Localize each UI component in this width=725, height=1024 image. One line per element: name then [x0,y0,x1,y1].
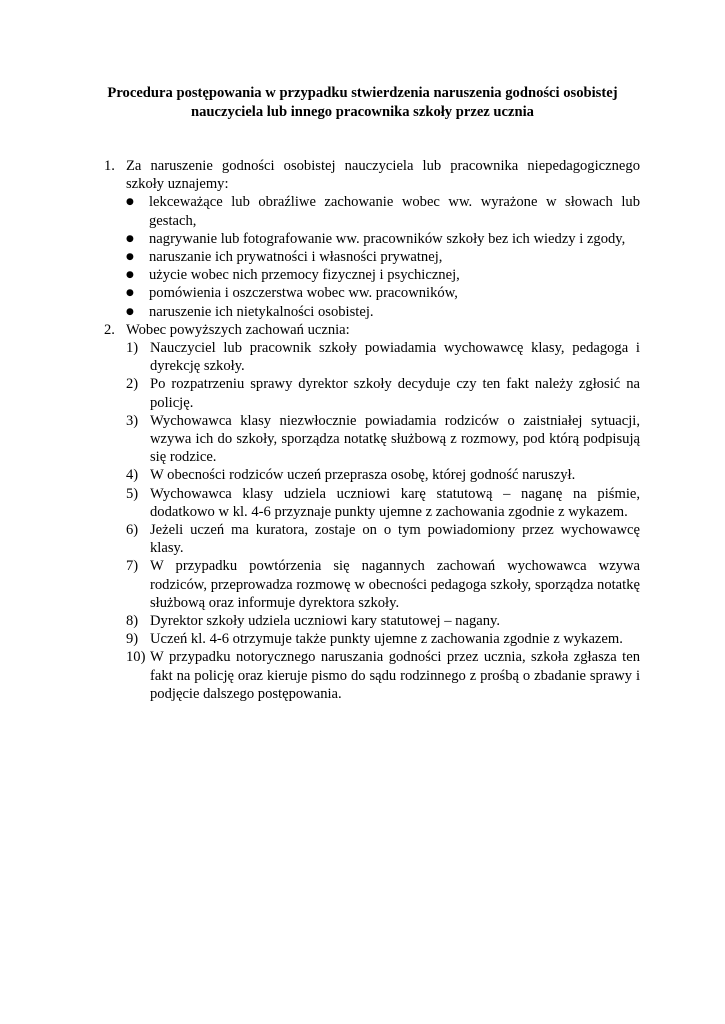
bullet-icon: ● [126,270,134,281]
list-item [126,248,640,266]
list-item-number: 4) [126,467,139,484]
document-body [104,157,640,703]
list-item-text: W obecności rodziców uczeń przeprasza osobę, której godność naruszył. [150,467,576,484]
list-item [126,466,640,484]
list-item-text: Nauczyciel lub pracownik szkoły powiadamia wychowawcę klasy, pedagoga i dyrekcję szkoły. [150,340,640,375]
section-text: Za naruszenie godności osobistej nauczyciela lub pracownika niepedagogicznego szkoły uznajemy: [126,158,640,193]
list-item [126,230,640,248]
document-title [60,84,665,122]
list-item-text: naruszenie ich nietykalności osobistej. [149,303,374,320]
section-number: 1. [104,158,115,174]
list-item [126,521,640,557]
list-item-number: 8) [126,613,139,630]
numbered-list [126,339,640,703]
bullet-icon: ● [126,288,134,299]
list-item-text: naruszanie ich prywatności i własności prywatnej, [149,249,443,266]
list-item-text: W przypadku notorycznego naruszania godności przez ucznia, szkoła zgłasza ten fakt na policję oraz kieruje pismo do sądu rodzinnego z prośbą o zbadanie sprawy i podjęcie dalszego postępowania. [150,649,640,702]
list-item-text: użycie wobec nich przemocy fizycznej i psychicznej, [149,267,460,284]
list-item-text: Po rozpatrzeniu sprawy dyrektor szkoły decyduje czy ten fakt należy zgłosić na policję. [150,376,640,411]
list-item-text: Wychowawca klasy niezwłocznie powiadamia rodziców o zaistniałej sytuacji, wzywa ich do szkoły, sporządza notatkę służbową z rozmowy, pod którą podpisują się rodzice. [150,412,640,466]
list-item [126,612,640,630]
list-item [126,303,640,321]
list-item [126,266,640,284]
list-item-number: 6) [126,522,139,539]
bullet-icon: ● [126,252,134,263]
bullet-icon: ● [126,306,134,317]
list-item [126,485,640,521]
list-item [126,193,640,229]
list-item [126,339,640,375]
list-item-text: Dyrektor szkoły udziela uczniowi kary statutowej – nagany. [150,613,501,630]
list-item [126,412,640,467]
list-item-text: nagrywanie lub fotografowanie ww. pracowników szkoły bez ich wiedzy i zgody, [149,230,626,247]
list-item [126,630,640,648]
list-item-text: W przypadku powtórzenia się nagannych zachowań wychowawca wzywa rodziców, przeprowadza rozmowę w obecności pedagoga szkoły, sporządza notatkę służbową oraz informuje dyrektora szkoły. [150,558,640,611]
list-item-text: Uczeń kl. 4-6 otrzymuje także punkty ujemne z zachowania zgodnie z wykazem. [150,631,623,648]
list-item [126,375,640,411]
list-item-text: Wychowawca klasy udziela uczniowi karę statutową – naganę na piśmie, dodatkowo w kl. 4-6 przyznaje punkty ujemne z zachowania zgodnie z wykazem. [150,485,640,520]
list-item-number: 9) [126,631,139,648]
section-2 [104,321,640,339]
title-line-1: Procedura postępowania w przypadku stwierdzenia naruszenia godności osobistej [107,85,618,101]
section-1 [104,157,640,193]
list-item-number: 5) [126,485,139,502]
list-item-number: 10) [126,649,146,666]
list-item-text: Jeżeli uczeń ma kuratora, zostaje on o tym powiadomiony przez wychowawcę klasy. [150,522,640,557]
list-item-number: 7) [126,558,139,575]
bullet-icon: ● [126,197,134,208]
section-text: Wobec powyższych zachowań ucznia: [126,321,350,338]
list-item [126,284,640,302]
list-item-number: 3) [126,412,139,429]
section-number: 2. [104,321,115,338]
bullet-icon: ● [126,233,134,244]
list-item-text: lekceważące lub obraźliwe zachowanie wobec ww. wyrażone w słowach lub gestach, [149,194,640,229]
list-item-number: 1) [126,340,139,357]
list-item-text: pomówienia i oszczerstwa wobec ww. pracowników, [149,285,458,302]
bullet-list [126,193,640,320]
title-line-2: nauczyciela lub innego pracownika szkoły przez ucznia [191,104,534,120]
list-item-number: 2) [126,376,139,393]
list-item [126,648,640,703]
list-item [126,557,640,612]
